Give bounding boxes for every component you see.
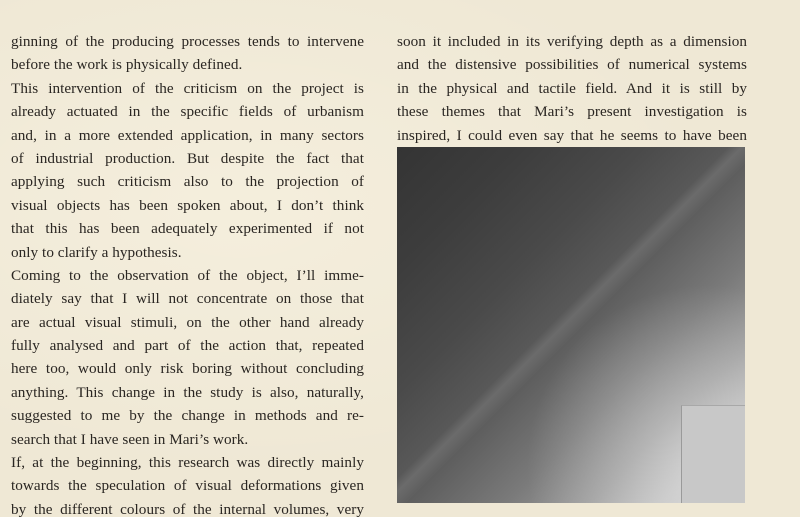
text-line: inspired, I could even say that he seems to have been: [397, 126, 747, 144]
text-line: fully analysed and part of the action that, repeated: [11, 337, 364, 355]
text-line: only to clarify a hypothesis.: [11, 243, 182, 261]
text-line: diately say that I will not concentrate on those that: [11, 290, 364, 308]
artwork-photograph: [397, 147, 745, 503]
text-line: applying such criticism also to the projection of: [11, 173, 364, 191]
text-line: Coming to the observation of the object, I’ll imme-: [11, 266, 364, 284]
text-line: already actuated in the specific fields of urbanism: [11, 103, 364, 121]
text-line: towards the speculation of visual deformations given: [11, 477, 364, 495]
text-line: these themes that Mari’s present investigation is: [397, 103, 747, 121]
text-line: here too, would only risk boring without concluding: [11, 360, 364, 378]
text-line: This intervention of the criticism on the project is: [11, 79, 364, 97]
text-line: If, at the beginning, this research was directly mainly: [11, 454, 364, 472]
text-line: suggested to me by the change in methods and re-: [11, 407, 364, 425]
left-text-column: [11, 30, 364, 517]
text-line: and the distensive possibilities of numerical systems: [397, 56, 747, 74]
text-line: by the different colours of the internal volumes, very: [11, 500, 364, 517]
right-text-column: [397, 30, 747, 147]
text-line: soon it included in its verifying depth as a dimension: [397, 33, 747, 50]
text-line: that this has been adequately experimented if not: [11, 220, 364, 238]
text-line: visual objects has been spoken about, I don’t think: [11, 196, 364, 214]
text-line: search that I have seen in Mari’s work.: [11, 430, 249, 448]
text-line: ginning of the producing processes tends to intervene: [11, 33, 364, 50]
text-line: of industrial production. But despite the fact that: [11, 149, 364, 167]
text-line: are actual visual stimuli, on the other hand already: [11, 313, 364, 331]
text-line: anything. This change in the study is also, naturally,: [11, 383, 364, 401]
corner-block: [681, 405, 745, 503]
text-line: and, in a more extended application, in many sectors: [11, 126, 364, 144]
text-line: before the work is physically defined.: [11, 56, 243, 74]
text-line: in the physical and tactile field. And it is still by: [397, 79, 747, 97]
